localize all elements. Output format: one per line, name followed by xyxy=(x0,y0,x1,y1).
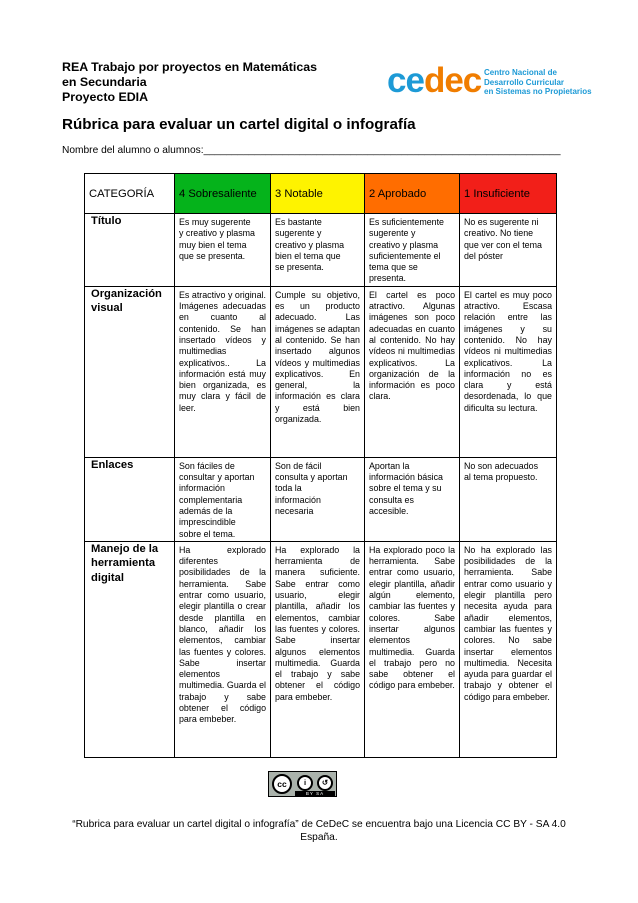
cedec-logo xyxy=(387,61,592,102)
document-title: Rúbrica para evaluar un cartel digital o infografía xyxy=(62,116,416,133)
rubric-cell xyxy=(460,286,557,457)
cedec-logo-word xyxy=(387,62,481,100)
rubric-cell xyxy=(365,286,460,457)
header-cell-category: CATEGORÍA xyxy=(85,174,175,214)
rubric-cell-text: Son fáciles de consultar y aportan información complementaria además de la imprescindible sobre el tema. xyxy=(179,460,255,539)
rubric-cell-text: Es suficientemente sugerente y creativo y plasma suficientemente el tema que se presenta. xyxy=(369,217,444,284)
rubric-cell-text: Aportan la información básica sobre el tema y su consulta es accesible. xyxy=(369,460,443,516)
rubric-cell-text: Ha explorado diferentes posibilidades de la herramienta. Sabe entrar como usuario, elegir plantilla o crear desde plantilla en blanco, añadir los elementos, cambiar las fuentes y colores. Sabe insertar elementos multimedia. Guarda el trabajo y sabe obtener el código para embeber. xyxy=(179,544,266,725)
rubric-cell xyxy=(460,541,557,757)
header-title-line: en Secundaria xyxy=(62,75,147,89)
category-cell xyxy=(85,214,175,287)
header-cell-level-3: 3 Notable xyxy=(271,174,365,214)
logo-word-part: ce xyxy=(387,61,424,100)
rubric-cell xyxy=(175,214,271,287)
cedec-logo-subtitle xyxy=(484,68,592,97)
header-cell-level-2: 2 Aprobado xyxy=(365,174,460,214)
rubric-cell-text: Es muy sugerente y creativo y plasma muy bien el tema que se presenta. xyxy=(179,217,255,261)
license-footer: “Rubrica para evaluar un cartel digital o infografía” de CeDeC se encuentra bajo una Licencia CC BY - SA 4.0 España. xyxy=(72,819,566,843)
rubric-cell xyxy=(460,457,557,541)
rubric-cell-text: El cartel es muy poco atractivo. Escasa relación entre las imágenes y su contenido. No hay vídeos ni multimedias explicativos. La información no es clara y está desordenada, lo que dificulta su lectura. xyxy=(464,289,552,413)
rubric-cell-text: Son de fácil consulta y aportan toda la información necesaria xyxy=(275,460,348,516)
header-title-line: REA Trabajo por proyectos en Matemáticas xyxy=(62,60,317,74)
logo-sub-line: Centro Nacional de xyxy=(484,68,557,77)
rubric-cell-text: Es bastante sugerente y creativo y plasma bien el tema que se presenta. xyxy=(275,217,345,273)
category-label: Organización visual xyxy=(91,287,162,315)
cc-icon: cc xyxy=(272,774,292,794)
header-cell-level-1: 1 Insuficiente xyxy=(460,174,557,214)
rubric-cell-text: Cumple su objetivo, es un producto adecuado. Las imágenes se adaptan al contenido. Se han insertado algunos vídeos y multimedias explicativos. En general, la información es clara y está bien organizada. xyxy=(275,289,360,425)
rubric-cell-text: Es atractivo y original. Imágenes adecuadas en cuanto al contenido. Se han insertado vídeos y multimedias explicativos.. La información está muy bien organizada, es muy clara y fácil de leer. xyxy=(179,289,266,413)
rubric-row-enlaces xyxy=(85,457,557,541)
rubric-cell xyxy=(271,214,365,287)
rubric-cell-text: No ha explorado las posibilidades de la herramienta. Sabe entrar como usuario y elegir plantilla pero necesita ayuda para añadir elementos, cambiar las fuentes y colores. No sabe insertar elementos multimedia. Necesita ayuda para guardar el trabajo y obtener el código para embeber. xyxy=(464,544,552,702)
rubric-table xyxy=(84,173,557,758)
category-label: Enlaces xyxy=(91,458,134,471)
logo-sub-line: Desarrollo Curricular xyxy=(484,77,565,87)
rubric-cell xyxy=(460,214,557,287)
rubric-cell xyxy=(365,457,460,541)
category-cell xyxy=(85,286,175,457)
student-name-line: Nombre del alumno o alumnos:_______________________________________________________________ xyxy=(62,145,561,156)
rubric-cell-text: No son adecuados al tema propuesto. xyxy=(464,460,539,483)
logo-word-part: dec xyxy=(423,61,482,100)
attribution-icon: i xyxy=(297,775,313,791)
rubric-row-titulo xyxy=(85,214,557,287)
rubric-cell xyxy=(271,286,365,457)
rubric-cell xyxy=(271,541,365,757)
rubric-cell xyxy=(271,457,365,541)
license-band-label: BY SA xyxy=(295,791,335,796)
rubric-cell xyxy=(365,541,460,757)
rubric-cell xyxy=(175,457,271,541)
rubric-header-row xyxy=(85,174,557,214)
rubric-cell-text: Ha explorado la herramienta de manera suficiente. Sabe entrar como usuario, elegir plantilla, añadir los elementos, cambiar las fuentes y colores. Sabe insertar algunos elementos multimedia. Guarda el trabajo y sabe obtener el código para embeber. xyxy=(275,544,360,702)
document-header xyxy=(62,60,592,110)
header-title-line: Proyecto EDIA xyxy=(62,90,149,104)
category-cell xyxy=(85,457,175,541)
category-cell xyxy=(85,541,175,757)
rubric-cell-text: El cartel es poco atractivo. Algunas imágenes son poco adecuadas en cuanto al contenido. No hay vídeos ni multimedias explicativos. La organización de la información es poco clara. xyxy=(369,289,455,402)
category-label: Manejo de la herramienta digital xyxy=(91,542,159,584)
rubric-cell-text: No es sugerente ni creativo. No tiene que ver con el tema del póster xyxy=(464,217,542,261)
rubric-cell xyxy=(365,214,460,287)
rubric-row-organizacion-visual xyxy=(85,286,557,457)
rubric-cell xyxy=(175,541,271,757)
header-cell-level-4: 4 Sobresaliente xyxy=(175,174,271,214)
logo-sub-line: en Sistemas no Propietarios xyxy=(484,87,592,96)
rubric-cell xyxy=(175,286,271,457)
share-alike-icon: ↺ xyxy=(317,775,333,791)
rubric-cell-text: Ha explorado poco la herramienta. Sabe entrar como usuario, elegir plantilla, añadir algún elemento, cambiar las fuentes y colores. Sabe insertar algunos elementos multimedia. Guarda el trabajo pero no sabe obtener el código para embeber. xyxy=(369,544,455,691)
rubric-row-manejo-herramienta xyxy=(85,541,557,757)
category-label: Título xyxy=(91,215,122,227)
cc-license-badge xyxy=(268,771,337,797)
